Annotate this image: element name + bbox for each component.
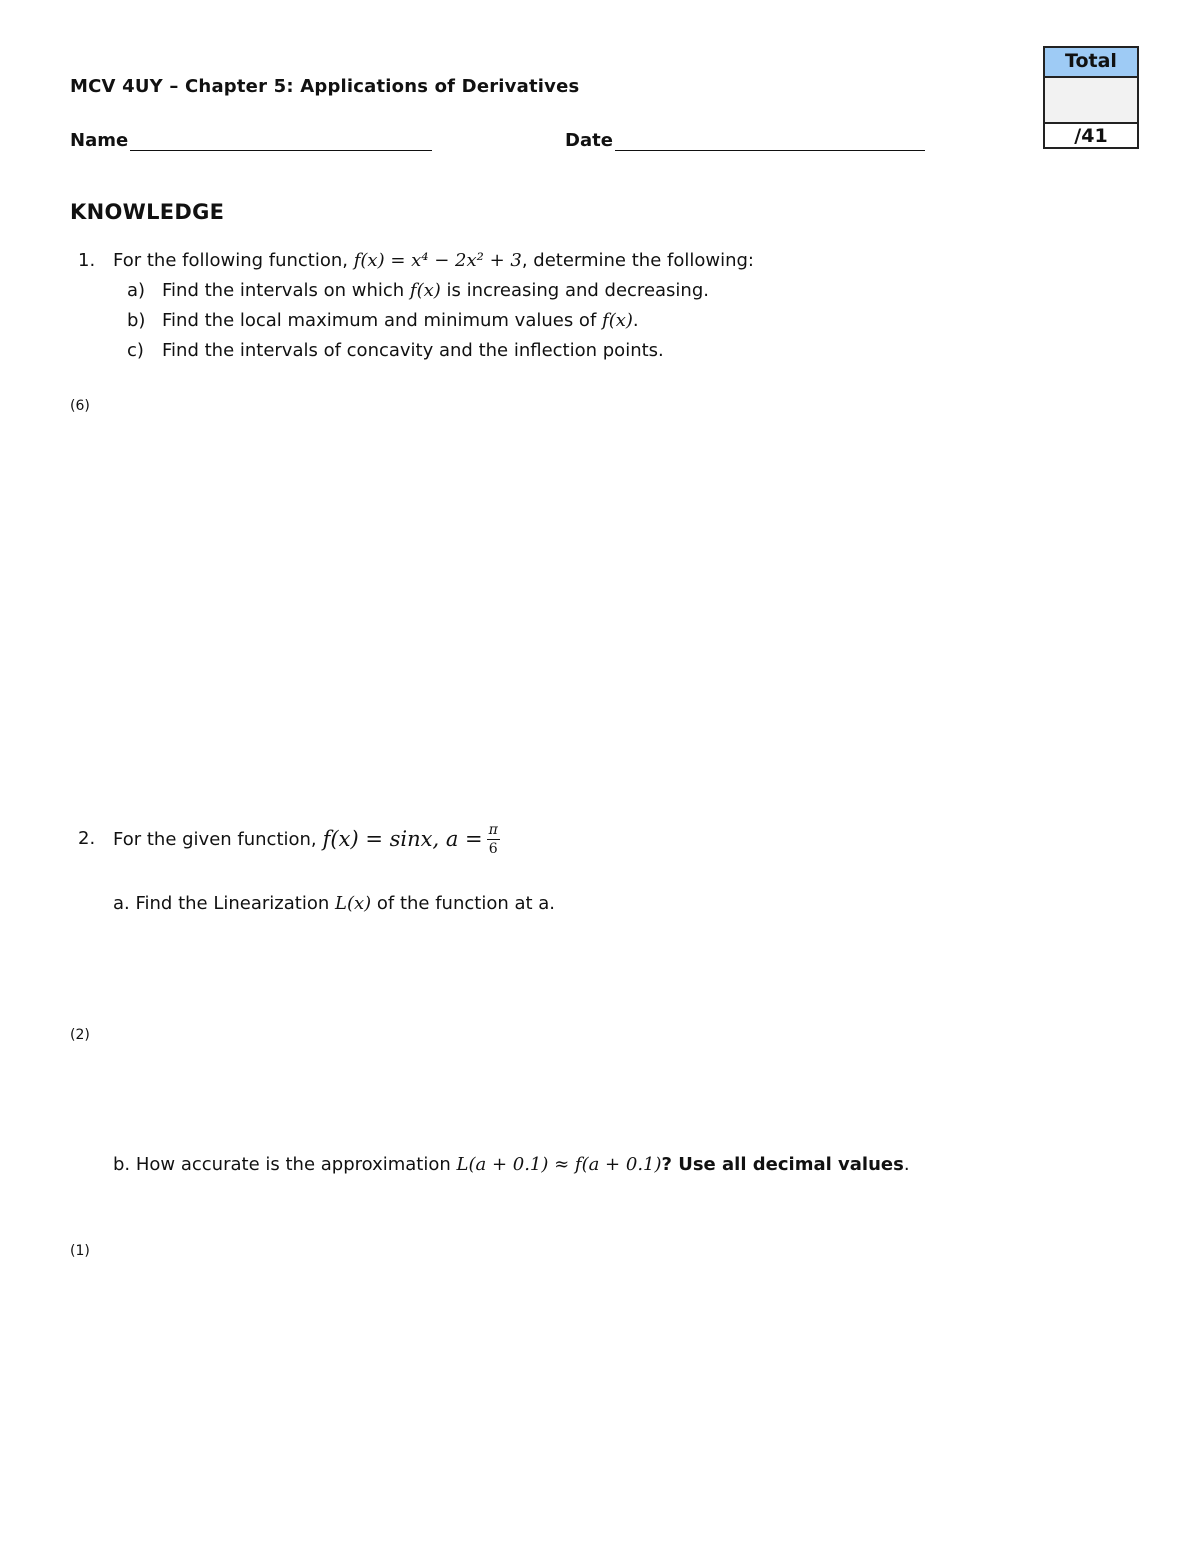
fraction-numerator: π [488, 821, 498, 838]
question-1-text [113, 250, 754, 271]
question-2-text [113, 818, 500, 860]
question-1b-after: . [632, 310, 639, 331]
question-2-fraction [487, 823, 500, 856]
question-1b-label: b) [127, 310, 146, 331]
date-field[interactable] [565, 130, 925, 151]
question-1c-before: Find the intervals of concavity and the inflection points. [162, 340, 664, 361]
question-2b-bold: ? Use all decimal values [661, 1154, 904, 1175]
question-2b-marks: (1) [70, 1243, 90, 1259]
question-1a-after: is increasing and decreasing. [446, 280, 709, 301]
question-1b-math: f(x) [602, 310, 633, 331]
question-2-number: 2. [78, 828, 96, 849]
question-2-intro: For the given function, [113, 828, 317, 850]
question-2-function: f(x) = sinx, a = [322, 827, 483, 851]
question-2b-text [113, 1154, 910, 1175]
question-2a-text [113, 893, 555, 914]
total-score-entry[interactable] [1045, 78, 1137, 124]
question-2a-math: L(x) [334, 893, 372, 914]
question-1a-before: Find the intervals on which [162, 280, 405, 301]
name-blank-line[interactable] [130, 132, 432, 151]
question-1a-math: f(x) [409, 280, 441, 301]
question-2a-before: a. Find the Linearization [113, 893, 330, 914]
section-title: KNOWLEDGE [70, 200, 225, 224]
question-1c-label: c) [127, 340, 144, 361]
fraction-denominator: 6 [488, 840, 498, 857]
question-1-function: f(x) = x⁴ − 2x² + 3 [353, 250, 522, 271]
question-1a-text [162, 280, 709, 301]
question-2a-marks: (2) [70, 1027, 90, 1043]
page-title: MCV 4UY – Chapter 5: Applications of Derivatives [70, 76, 580, 97]
question-2b-math: L(a + 0.1) ≈ f(a + 0.1) [456, 1154, 662, 1175]
name-field[interactable] [70, 130, 432, 151]
question-1a-label: a) [127, 280, 146, 301]
question-2a-after: of the function at a. [376, 893, 556, 914]
date-label: Date [565, 130, 613, 151]
total-score-box [1043, 46, 1139, 149]
question-2b-before: b. How accurate is the approximation [113, 1154, 451, 1175]
total-out-of: /41 [1074, 125, 1108, 147]
date-blank-line[interactable] [615, 132, 925, 151]
question-1-number: 1. [78, 250, 96, 271]
question-1b-text [162, 310, 639, 331]
question-1-marks: (6) [70, 398, 90, 414]
question-1b-before: Find the local maximum and minimum values of [162, 310, 597, 331]
question-2b-after: . [903, 1154, 910, 1175]
question-1-intro: For the following function, [113, 250, 349, 271]
question-1c-text [162, 340, 664, 361]
question-1-outro: , determine the following: [521, 250, 754, 271]
name-label: Name [70, 130, 129, 151]
total-label: Total [1045, 48, 1137, 78]
